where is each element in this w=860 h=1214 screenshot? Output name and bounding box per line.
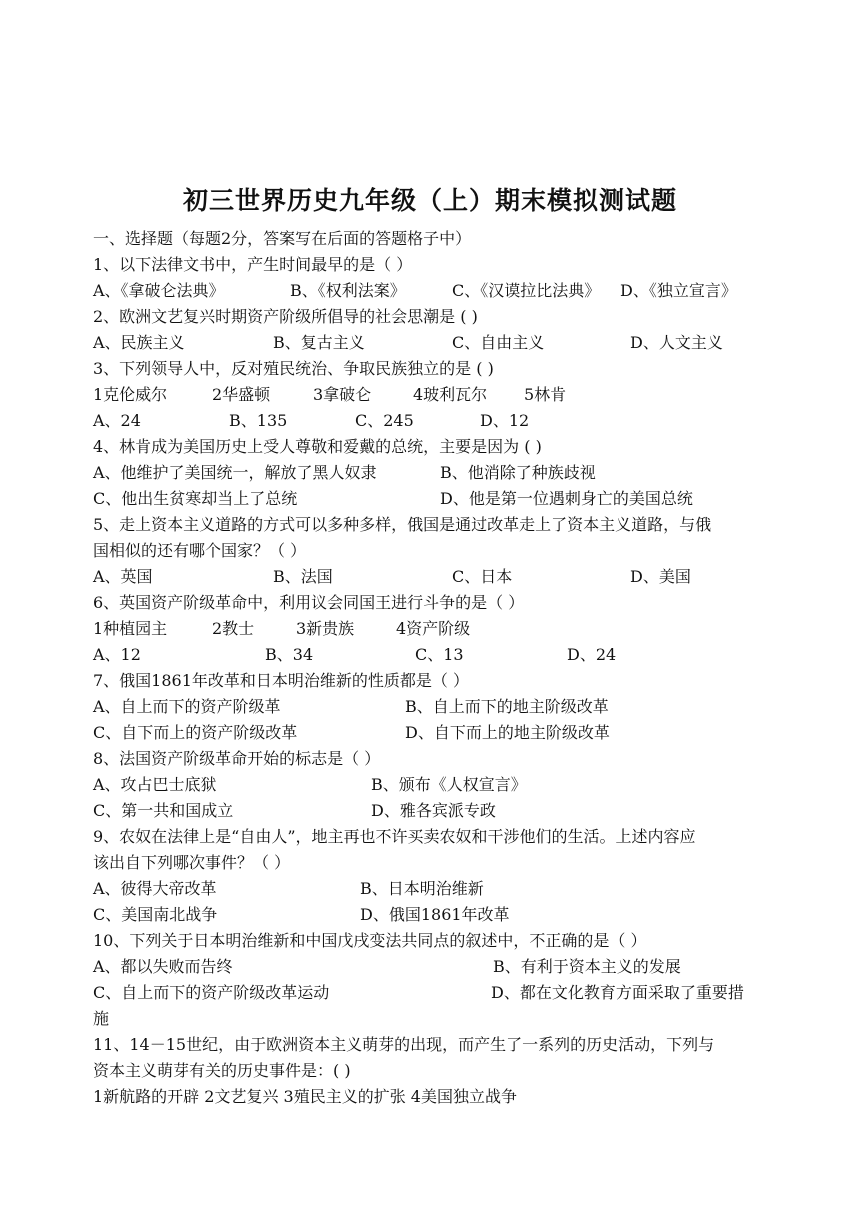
- question-10-option-b: B、有利于资本主义的发展: [493, 957, 681, 976]
- question-5-option-c: C、日本: [452, 567, 513, 586]
- question-3-stem: 3、下列领导人中，反对殖民统治、争取民族独立的是 ( ): [93, 359, 494, 378]
- question-3-item: 3拿破仑: [313, 385, 372, 404]
- question-7-option-a: A、自上而下的资产阶级革: [93, 697, 281, 716]
- question-7-stem: 7、俄国1861年改革和日本明治维新的性质都是（ ）: [93, 671, 469, 690]
- question-8-option-b: B、颁布《人权宣言》: [371, 775, 527, 794]
- question-6-item: 4资产阶级: [396, 619, 471, 638]
- question-10-stem: 10、下列关于日本明治维新和中国戊戌变法共同点的叙述中，不正确的是（ ）: [93, 931, 647, 950]
- question-5-option-a: A、英国: [93, 567, 153, 586]
- question-8-option-d: D、雅各宾派专政: [371, 801, 496, 820]
- question-1-stem: 1、以下法律文书中，产生时间最早的是（ ）: [93, 255, 413, 274]
- question-2-option-b: B、复古主义: [273, 333, 365, 352]
- question-11-stem: 资本主义萌芽有关的历史事件是：( ): [93, 1061, 351, 1080]
- question-6-option-b: B、34: [265, 645, 314, 664]
- question-8-option-a: A、攻占巴士底狱: [93, 775, 217, 794]
- question-2-stem: 2、欧洲文艺复兴时期资产阶级所倡导的社会思潮是 ( ): [93, 307, 478, 326]
- section-heading: 一、选择题（每题2分，答案写在后面的答题格子中）: [93, 229, 472, 248]
- question-4-option-b: B、他消除了种族歧视: [440, 463, 596, 482]
- question-3-option-b: B、135: [229, 411, 288, 430]
- question-11-stem: 11、14－15世纪，由于欧洲资本主义萌芽的出现，而产生了一系列的历史活动，下列与: [93, 1035, 715, 1054]
- question-3-item: 4玻利瓦尔: [413, 385, 488, 404]
- question-6-stem: 6、英国资产阶级革命中，利用议会同国王进行斗争的是（ ）: [93, 593, 525, 612]
- question-7-option-b: B、自上而下的地主阶级改革: [405, 697, 609, 716]
- question-10-option-c: C、自上而下的资产阶级改革运动: [93, 983, 330, 1002]
- question-4-option-d: D、他是第一位遇刺身亡的美国总统: [440, 489, 693, 508]
- question-1-option-d: D、《独立宣言》: [620, 281, 737, 300]
- question-4-option-a: A、他维护了美国统一，解放了黑人奴隶: [93, 463, 377, 482]
- question-2-option-d: D、人文主义: [630, 333, 723, 352]
- question-6-item: 2教士: [212, 619, 255, 638]
- question-9-stem: 9、农奴在法律上是“自由人”，地主再也不许买卖农奴和干涉他们的生活。上述内容应: [93, 827, 696, 846]
- question-3-option-a: A、24: [93, 411, 141, 430]
- question-6-item: 3新贵族: [296, 619, 355, 638]
- question-10-option-d-wrap: 施: [93, 1009, 110, 1028]
- question-9-option-b: B、日本明治维新: [360, 879, 484, 898]
- question-7-option-c: C、自下而上的资产阶级改革: [93, 723, 298, 742]
- question-1-option-b: B、《权利法案》: [290, 281, 406, 300]
- question-3-option-d: D、12: [480, 411, 530, 430]
- question-1-option-a: A、《拿破仑法典》: [93, 281, 225, 300]
- question-9-option-c: C、美国南北战争: [93, 905, 218, 924]
- question-2-option-a: A、民族主义: [93, 333, 185, 352]
- question-7-option-d: D、自下而上的地主阶级改革: [405, 723, 610, 742]
- question-4-stem: 4、林肯成为美国历史上受人尊敬和爱戴的总统，主要是因为 ( ): [93, 437, 542, 456]
- question-3-option-c: C、245: [355, 411, 414, 430]
- question-3-item: 5林肯: [524, 385, 567, 404]
- question-6-option-d: D、24: [567, 645, 617, 664]
- question-9-stem: 该出自下列哪次事件？（ ）: [93, 853, 291, 872]
- page-title: 初三世界历史九年级（上）期末模拟测试题: [182, 186, 677, 215]
- question-5-stem: 5、走上资本主义道路的方式可以多种多样，俄国是通过改革走上了资本主义道路，与俄: [93, 515, 712, 534]
- question-4-option-c: C、他出生贫寒却当上了总统: [93, 489, 298, 508]
- question-5-option-d: D、美国: [630, 567, 691, 586]
- question-10-option-a: A、都以失败而告终: [93, 957, 233, 976]
- question-5-stem: 国相似的还有哪个国家？（ ）: [93, 541, 307, 560]
- question-9-option-d: D、俄国1861年改革: [360, 905, 510, 924]
- question-9-option-a: A、彼得大帝改革: [93, 879, 217, 898]
- question-1-option-c: C、《汉谟拉比法典》: [452, 281, 601, 300]
- question-6-item: 1种植园主: [93, 619, 168, 638]
- question-6-option-a: A、12: [93, 645, 141, 664]
- question-5-option-b: B、法国: [273, 567, 333, 586]
- question-8-stem: 8、法国资产阶级革命开始的标志是（ ）: [93, 749, 381, 768]
- question-3-item: 2华盛顿: [212, 385, 271, 404]
- question-6-option-c: C、13: [415, 645, 464, 664]
- question-3-item: 1克伦威尔: [93, 385, 168, 404]
- question-8-option-c: C、第一共和国成立: [93, 801, 234, 820]
- question-2-option-c: C、自由主义: [452, 333, 545, 352]
- question-11-items: 1新航路的开辟 2文艺复兴 3殖民主义的扩张 4美国独立战争: [93, 1087, 517, 1106]
- question-10-option-d: D、都在文化教育方面采取了重要措: [491, 983, 744, 1002]
